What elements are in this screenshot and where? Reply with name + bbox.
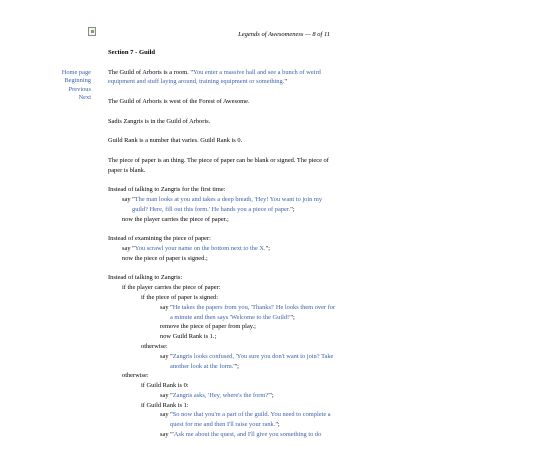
text: say " — [122, 244, 135, 252]
say-line — [108, 410, 338, 430]
text: say " — [160, 352, 173, 360]
quoted-text: 'Ask me about the quest, and I'll give you something to do — [172, 431, 322, 439]
rule-line: now the piece of paper is signed.; — [122, 254, 208, 262]
rule-talk-zangris — [108, 273, 338, 440]
page-header: Legends of Awesomeness — 8 of 11 — [238, 31, 330, 38]
rule-line: if Guild Rank is 1: — [141, 401, 189, 409]
nav-beginning-link[interactable]: Beginning — [64, 77, 91, 85]
text: " — [284, 78, 287, 86]
text: "; — [275, 421, 280, 429]
rule-head: Instead of talking to Zangris: — [108, 274, 183, 282]
quoted-text: Zangris looks confused, 'You sure you don't want to join? Take another look at the form.' — [170, 352, 334, 370]
say-line — [108, 195, 338, 215]
quoted-text: He takes the papers from you, 'Thanks!' He looks them over for a minute and then says 'Welcome to the Guild!' — [170, 303, 336, 321]
nav-previous-link[interactable]: Previous — [68, 85, 91, 93]
text: say " — [122, 195, 135, 203]
text: "; — [269, 391, 274, 399]
rule-line: if the player carries the piece of paper: — [122, 284, 221, 292]
nav-home-link[interactable]: Home page — [61, 69, 91, 76]
paragraph-guild-rank: Guild Rank is a number that varies. Guild Rank is 0. — [108, 137, 243, 145]
rule-first-talk — [108, 185, 338, 224]
text: "; — [234, 362, 239, 370]
paragraph-guild-room — [108, 68, 338, 88]
text: say " — [160, 431, 173, 439]
say-line — [108, 391, 338, 401]
source-text — [108, 48, 338, 450]
rule-line: now the player carries the piece of paper.; — [122, 215, 229, 223]
text: "; — [290, 313, 295, 321]
text: "; — [265, 244, 270, 252]
text: say " — [160, 303, 173, 311]
say-line — [108, 244, 338, 254]
paragraph-guild-location: The Guild of Arboris is west of the Forest of Awesome. — [108, 97, 250, 105]
text: "; — [290, 205, 295, 213]
rule-line: otherwise: — [122, 372, 149, 380]
rule-line: otherwise: — [141, 342, 168, 350]
quoted-text: You enter a massive hall and see a bunch of weird equipment and stuff laying around, training equipment or something. — [108, 68, 321, 86]
rule-line: remove the piece of paper from play.; — [160, 323, 256, 331]
text: say " — [160, 411, 173, 419]
rule-line: if the piece of paper is signed: — [141, 293, 219, 301]
paragraph-zangris: Sadis Zangris is in the Guild of Arboris. — [108, 117, 211, 125]
text: The Guild of Arboris is a room. " — [108, 68, 193, 76]
quoted-text: You scrawl your name on the bottom next to the X. — [134, 244, 266, 252]
say-line — [108, 430, 338, 440]
rule-examine-paper — [108, 234, 338, 263]
navigation-links — [40, 69, 91, 102]
quoted-text: Zangris asks, 'Hey, where's the form?' — [172, 391, 270, 399]
say-line — [108, 352, 338, 372]
broken-image-icon — [88, 27, 96, 36]
text: say " — [160, 391, 173, 399]
quoted-text: The man looks at you and takes a deep breath, 'Hey! You want to join my guild? Here, fill out this form.' He hands you a piece of paper. — [132, 195, 323, 213]
quoted-text: So now that you're a part of the guild. You need to complete a quest for me and then I'll raise your rank. — [170, 411, 331, 429]
say-line — [108, 303, 338, 323]
nav-next-link[interactable]: Next — [78, 93, 91, 101]
rule-head: Instead of talking to Zangris for the first time: — [108, 186, 226, 194]
paragraph-paper: The piece of paper is an thing. The piece of paper can be blank or signed. The piece of paper is blank. — [108, 156, 329, 174]
rule-line: now Guild Rank is 1.; — [160, 333, 217, 341]
rule-head: Instead of examining the piece of paper: — [108, 235, 211, 243]
rule-line: if Guild Rank is 0: — [141, 382, 189, 390]
section-title: Section 7 - Guild — [108, 49, 156, 56]
